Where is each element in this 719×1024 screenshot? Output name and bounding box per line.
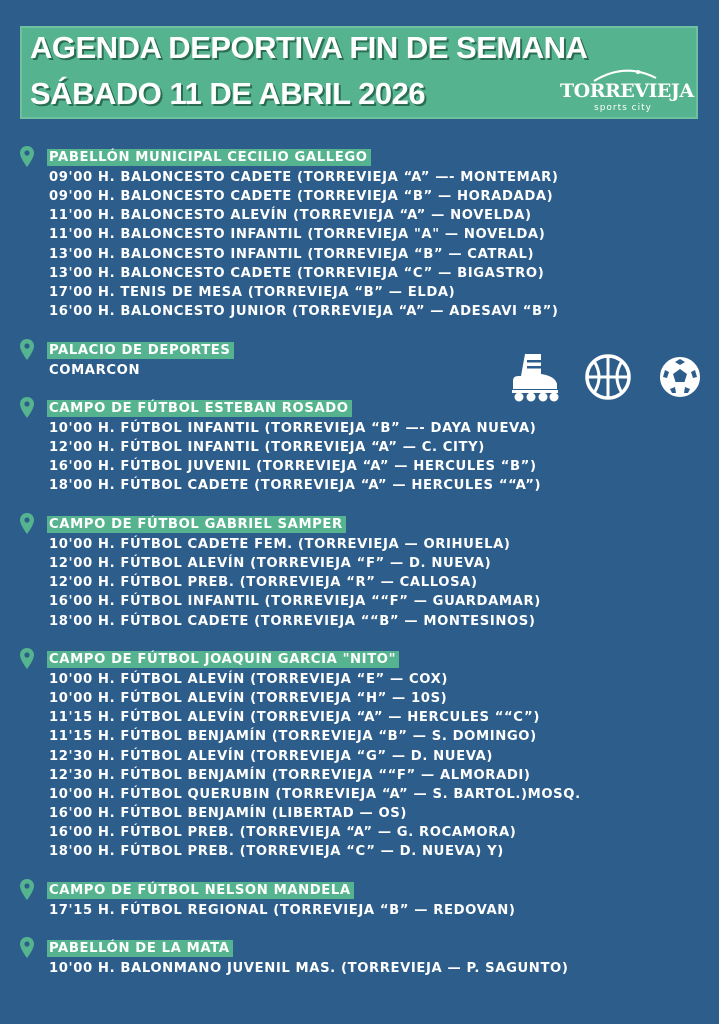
venue-title: CAMPO DE FÚTBOL NELSON MANDELA (47, 882, 354, 899)
logo-tagline: sports city (594, 103, 652, 113)
event-item: 18'00 H. FÚTBOL PREB. (TORREVIEJA “C” — D. NUEVA) Y) (49, 844, 504, 860)
event-item: 11'00 H. BALONCESTO ALEVÍN (TORREVIEJA “A” — NOVELDA) (49, 208, 532, 224)
event-item: 17'15 H. FÚTBOL REGIONAL (TORREVIEJA “B” — REDOVAN) (49, 903, 516, 918)
event-list (49, 535, 541, 631)
event-item: 13'00 H. BALONCESTO INFANTIL (TORREVIEJA “B” — CATRAL) (49, 246, 535, 262)
event-item: 13'00 H. BALONCESTO CADETE (TORREVIEJA “C” — BIGASTRO) (49, 265, 545, 281)
event-item: 12'00 H. FÚTBOL PREB. (TORREVIEJA “R” — CALLOSA) (49, 575, 478, 591)
event-item: 11'15 H. FÚTBOL ALEVÍN (TORREVIEJA “A” — HERCULES ““C”) (49, 710, 540, 726)
event-item: 16'00 H. FÚTBOL INFANTIL (TORREVIEJA ““F” — GUARDAMAR) (49, 594, 541, 610)
page-date: SÁBADO 11 DE ABRIL 2026 (30, 76, 426, 111)
event-item: 10'00 H. FÚTBOL ALEVÍN (TORREVIEJA “H” — 10S) (49, 691, 448, 707)
venue-title: PABELLÓN MUNICIPAL CECILIO GALLEGO (47, 149, 371, 166)
event-item: 16'00 H. FÚTBOL JUVENIL (TORREVIEJA “A” — HERCULES “B”) (49, 459, 537, 475)
venue-title: CAMPO DE FÚTBOL GABRIEL SAMPER (47, 516, 346, 533)
event-item: 12'30 H. FÚTBOL BENJAMÍN (TORREVIEJA ““F” — ALMORADI) (49, 767, 531, 783)
location-pin-icon (19, 338, 35, 362)
logo-wordmark: TORREVIEJA (560, 80, 694, 102)
soccer-ball-icon (659, 356, 701, 398)
event-item: 16'00 H. FÚTBOL BENJAMÍN (LIBERTAD — OS) (49, 805, 407, 821)
location-pin-icon (19, 145, 35, 169)
event-item: 12'30 H. FÚTBOL ALEVÍN (TORREVIEJA “G” — D. NUEVA) (49, 748, 494, 764)
venue-title: CAMPO DE FÚTBOL ESTEBAN ROSADO (47, 400, 352, 417)
event-list (49, 901, 516, 920)
torrevieja-logo (560, 68, 694, 116)
event-item: 17'00 H. TENIS DE MESA (TORREVIEJA “B” — ELDA) (49, 284, 456, 300)
event-item: 10'00 H. FÚTBOL INFANTIL (TORREVIEJA “B” —- DAYA NUEVA) (49, 421, 537, 436)
event-item: 12'00 H. FÚTBOL INFANTIL (TORREVIEJA “A” — C. CITY) (49, 440, 485, 456)
event-list (49, 361, 140, 380)
header-banner (20, 26, 698, 119)
event-item: 18'00 H. FÚTBOL CADETE (TORREVIEJA “A” — HERCULES ““A”) (49, 478, 542, 494)
location-pin-icon (19, 396, 35, 420)
event-item: 16'00 H. BALONCESTO JUNIOR (TORREVIEJA “A” — ADESAVI “B”) (49, 303, 559, 319)
event-list (49, 670, 581, 861)
event-item: 10'00 H. FÚTBOL QUERUBIN (TORREVIEJA “A” — S. BARTOL.)MOSQ. (49, 786, 581, 802)
venue-title: CAMPO DE FÚTBOL JOAQUIN GARCIA "NITO" (47, 651, 399, 668)
event-item: 12'00 H. FÚTBOL ALEVÍN (TORREVIEJA “F” — D. NUEVA) (49, 556, 492, 572)
event-item: 16'00 H. FÚTBOL PREB. (TORREVIEJA “A” — G. ROCAMORA) (49, 825, 517, 841)
venue-title: PABELLÓN DE LA MATA (47, 940, 233, 957)
event-list (49, 168, 559, 321)
venue-title: PALACIO DE DEPORTES (47, 342, 234, 359)
event-item: 09'00 H. BALONCESTO CADETE (TORREVIEJA “A” —- MONTEMAR) (49, 170, 559, 185)
event-item: 10'00 H. FÚTBOL CADETE FEM. (TORREVIEJA — ORIHUELA) (49, 537, 511, 552)
event-item: 10'00 H. BALONMANO JUVENIL MAS. (TORREVIEJA — P. SAGUNTO) (49, 961, 569, 976)
event-item: 18'00 H. FÚTBOL CADETE (TORREVIEJA ““B” — MONTESINOS) (49, 613, 536, 629)
location-pin-icon (19, 647, 35, 671)
event-item: 11'15 H. FÚTBOL BENJAMÍN (TORREVIEJA “B” — S. DOMINGO) (49, 729, 537, 745)
event-item: 11'00 H. BALONCESTO INFANTIL (TORREVIEJA "A" — NOVELDA) (49, 227, 546, 243)
location-pin-icon (19, 878, 35, 902)
event-list (49, 419, 541, 496)
event-item: 09'00 H. BALONCESTO CADETE (TORREVIEJA “B” — HORADADA) (49, 189, 554, 205)
event-item: COMARCON (49, 363, 141, 378)
roller-skate-icon (509, 352, 561, 402)
basketball-icon (584, 353, 632, 401)
sport-icons (505, 350, 705, 410)
location-pin-icon (19, 512, 35, 536)
event-item: 10'00 H. FÚTBOL ALEVÍN (TORREVIEJA “E” — COX) (49, 672, 448, 687)
location-pin-icon (19, 936, 35, 960)
page-title: AGENDA DEPORTIVA FIN DE SEMANA (30, 30, 588, 65)
event-list (49, 959, 568, 978)
